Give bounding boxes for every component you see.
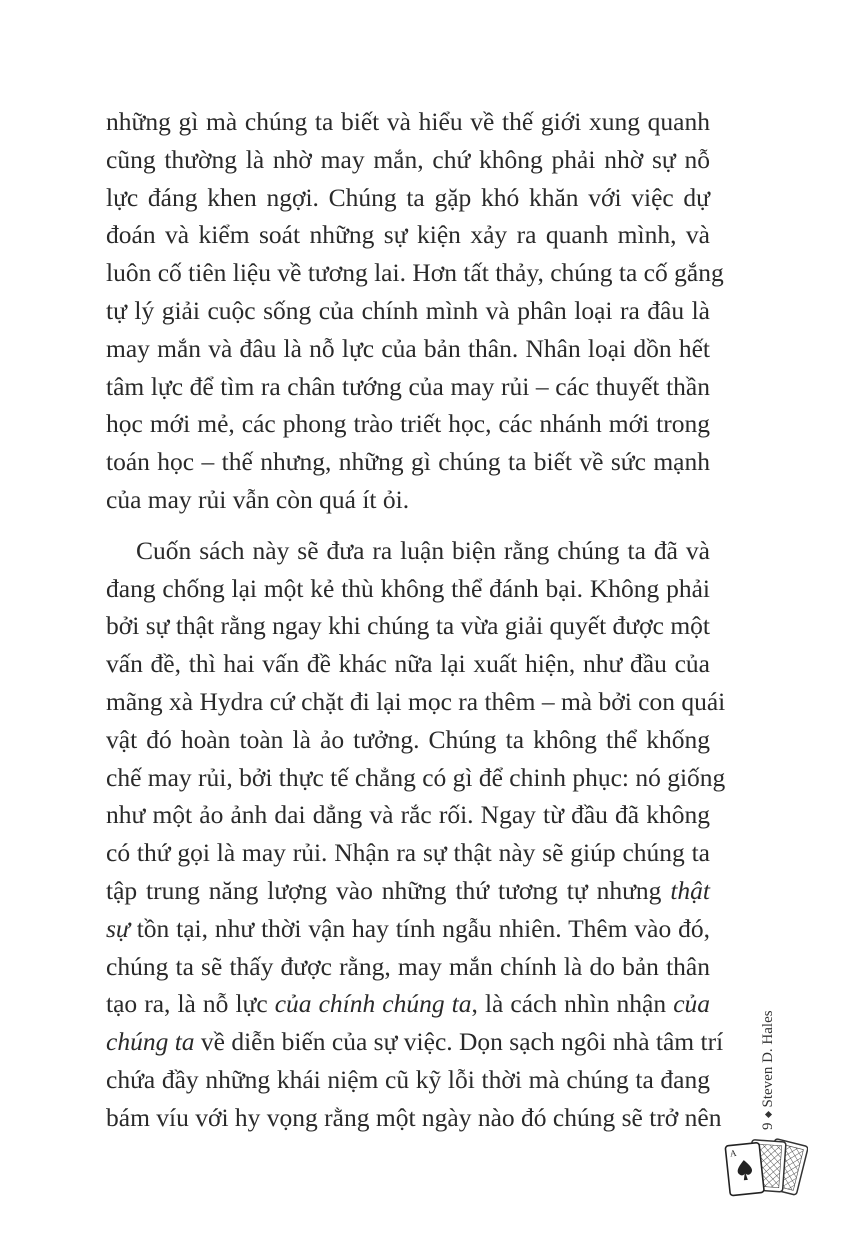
- text-line: [106, 141, 710, 179]
- text-segment: tạo ra, là nỗ lực: [106, 989, 275, 1019]
- text-line: [106, 985, 710, 1023]
- text-line: [106, 645, 710, 683]
- text-segment: như một ảo ảnh dai dẳng và rắc rối. Ngay từ đầu đã không: [106, 800, 710, 830]
- text-line: [106, 443, 710, 481]
- text-line: [106, 179, 710, 217]
- italic-text: sự: [106, 913, 130, 943]
- text-segment: , là cách nhìn nhận: [471, 989, 674, 1019]
- text-segment: chế may rủi, bởi thực tế chẳng có gì để chinh phục: nó giống: [106, 762, 726, 792]
- svg-text:A: A: [729, 1147, 737, 1159]
- text-segment: may mắn và đâu là nỗ lực của bản thân. Nhân loại dồn hết: [106, 333, 710, 363]
- text-line: [106, 570, 710, 608]
- text-segment: đang chống lại một kẻ thù không thể đánh bại. Không phải: [106, 573, 710, 603]
- paragraph: [106, 532, 726, 1137]
- text-segment: tồn tại, như thời vận hay tính ngẫu nhiên. Thêm vào đó,: [129, 913, 710, 943]
- text-line: [106, 834, 710, 872]
- text-segment: tự lý giải cuộc sống của chính mình và phân loại ra đâu là: [106, 295, 710, 325]
- text-line: [106, 254, 724, 292]
- text-segment: chứa đầy những khái niệm cũ kỹ lỗi thời mà chúng ta đang: [106, 1064, 710, 1094]
- author-name: Steven D. Hales: [760, 1010, 776, 1108]
- text-segment: cũng thường là nhờ may mắn, chứ không phải nhờ sự nỗ: [106, 144, 710, 174]
- text-line: [106, 607, 710, 645]
- page-number: 9: [760, 1122, 776, 1130]
- text-line: [106, 1023, 724, 1061]
- running-footer: [760, 1010, 777, 1130]
- text-segment: luôn cố tiên liệu về tương lai. Hơn tất thảy, chúng ta cố gắng: [106, 258, 724, 288]
- italic-text: của chính chúng ta: [274, 989, 472, 1019]
- body-text: [106, 103, 726, 1137]
- diamond-ornament-icon: [765, 1111, 772, 1118]
- text-line: [106, 103, 710, 141]
- text-segment: đoán và kiểm soát những sự kiện xảy ra quanh mình, và: [106, 220, 710, 250]
- text-line: [106, 683, 726, 721]
- text-segment: mãng xà Hydra cứ chặt đi lại mọc ra thêm – mà bởi con quái: [106, 686, 726, 716]
- text-segment: Cuốn sách này sẽ đưa ra luận biện rằng chúng ta đã và: [136, 535, 710, 565]
- italic-text: thật: [670, 875, 710, 905]
- text-line: [106, 481, 710, 519]
- italic-text: chúng ta: [106, 1027, 195, 1057]
- text-line: [106, 330, 710, 368]
- text-segment: toán học – thế nhưng, những gì chúng ta biết về sức mạnh: [106, 447, 710, 477]
- text-segment: học mới mẻ, các phong trào triết học, các nhánh mới trong: [106, 409, 710, 439]
- text-segment: có thứ gọi là may rủi. Nhận ra sự thật này sẽ giúp chúng ta: [106, 838, 710, 868]
- text-line: [106, 1099, 722, 1137]
- text-segment: chúng ta sẽ thấy được rằng, may mắn chính là do bản thân: [106, 951, 710, 981]
- text-line: [106, 368, 710, 406]
- text-line: [106, 759, 726, 797]
- text-line: [106, 796, 710, 834]
- text-segment: của may rủi vẫn còn quá ít ỏi.: [106, 484, 410, 514]
- paragraph: [106, 103, 724, 519]
- text-line: [106, 721, 710, 759]
- text-segment: tâm lực để tìm ra chân tướng của may rủi – các thuyết thần: [106, 371, 710, 401]
- text-segment: bởi sự thật rằng ngay khi chúng ta vừa giải quyết được một: [106, 611, 710, 641]
- text-segment: bám víu với hy vọng rằng một ngày nào đó chúng sẽ trở nên: [106, 1102, 722, 1132]
- text-segment: tập trung năng lượng vào những thứ tương tự nhưng: [106, 875, 671, 905]
- text-line: [106, 292, 710, 330]
- italic-text: của: [673, 989, 711, 1019]
- text-line: [106, 1061, 710, 1099]
- text-line: [106, 216, 710, 254]
- text-line: [106, 405, 710, 443]
- text-segment: về diễn biến của sự việc. Dọn sạch ngôi nhà tâm trí: [194, 1027, 724, 1057]
- text-segment: vật đó hoàn toàn là ảo tưởng. Chúng ta không thể khống: [106, 724, 710, 754]
- text-segment: vấn đề, thì hai vấn đề khác nữa lại xuất hiện, như đầu của: [106, 649, 710, 679]
- text-line: [106, 910, 710, 948]
- text-line: [106, 872, 710, 910]
- text-segment: những gì mà chúng ta biết và hiểu về thế giới xung quanh: [106, 107, 710, 136]
- playing-cards-icon: [724, 1136, 808, 1202]
- text-line: [106, 532, 710, 570]
- text-segment: lực đáng khen ngợi. Chúng ta gặp khó khăn với việc dự: [106, 182, 710, 212]
- text-line: [106, 948, 710, 986]
